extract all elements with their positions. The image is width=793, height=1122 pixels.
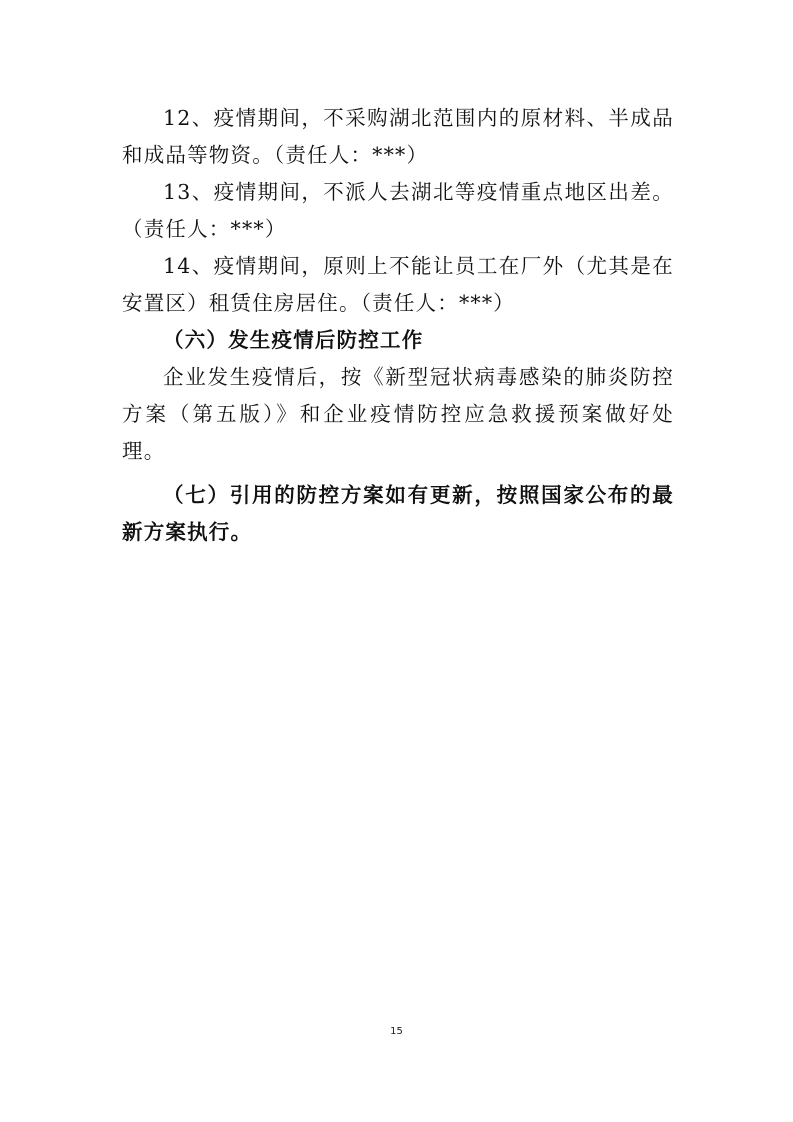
section-heading-6: （六）发生疫情后防控工作 <box>163 328 424 352</box>
document-body <box>122 100 674 551</box>
paragraph-item-13: 13、疫情期间，不派人去湖北等疫情重点地区出差。（责任人：***） <box>122 180 674 241</box>
paragraph-item-14: 14、疫情期间，原则上不能让员工在厂外（尤其是在安置区）租赁住房居住。（责任人：***） <box>122 254 674 315</box>
section-heading-7: （七）引用的防控方案如有更新，按照国家公布的最新方案执行。 <box>122 483 674 544</box>
section-6-body: 企业发生疫情后，按《新型冠状病毒感染的肺炎防控方案（第五版）》和企业疫情防控应急救援预案做好处理。 <box>122 365 674 463</box>
paragraph-item-12: 12、疫情期间，不采购湖北范围内的原材料、半成品和成品等物资。（责任人：***） <box>122 106 674 167</box>
page-number: 15 <box>390 1026 403 1037</box>
